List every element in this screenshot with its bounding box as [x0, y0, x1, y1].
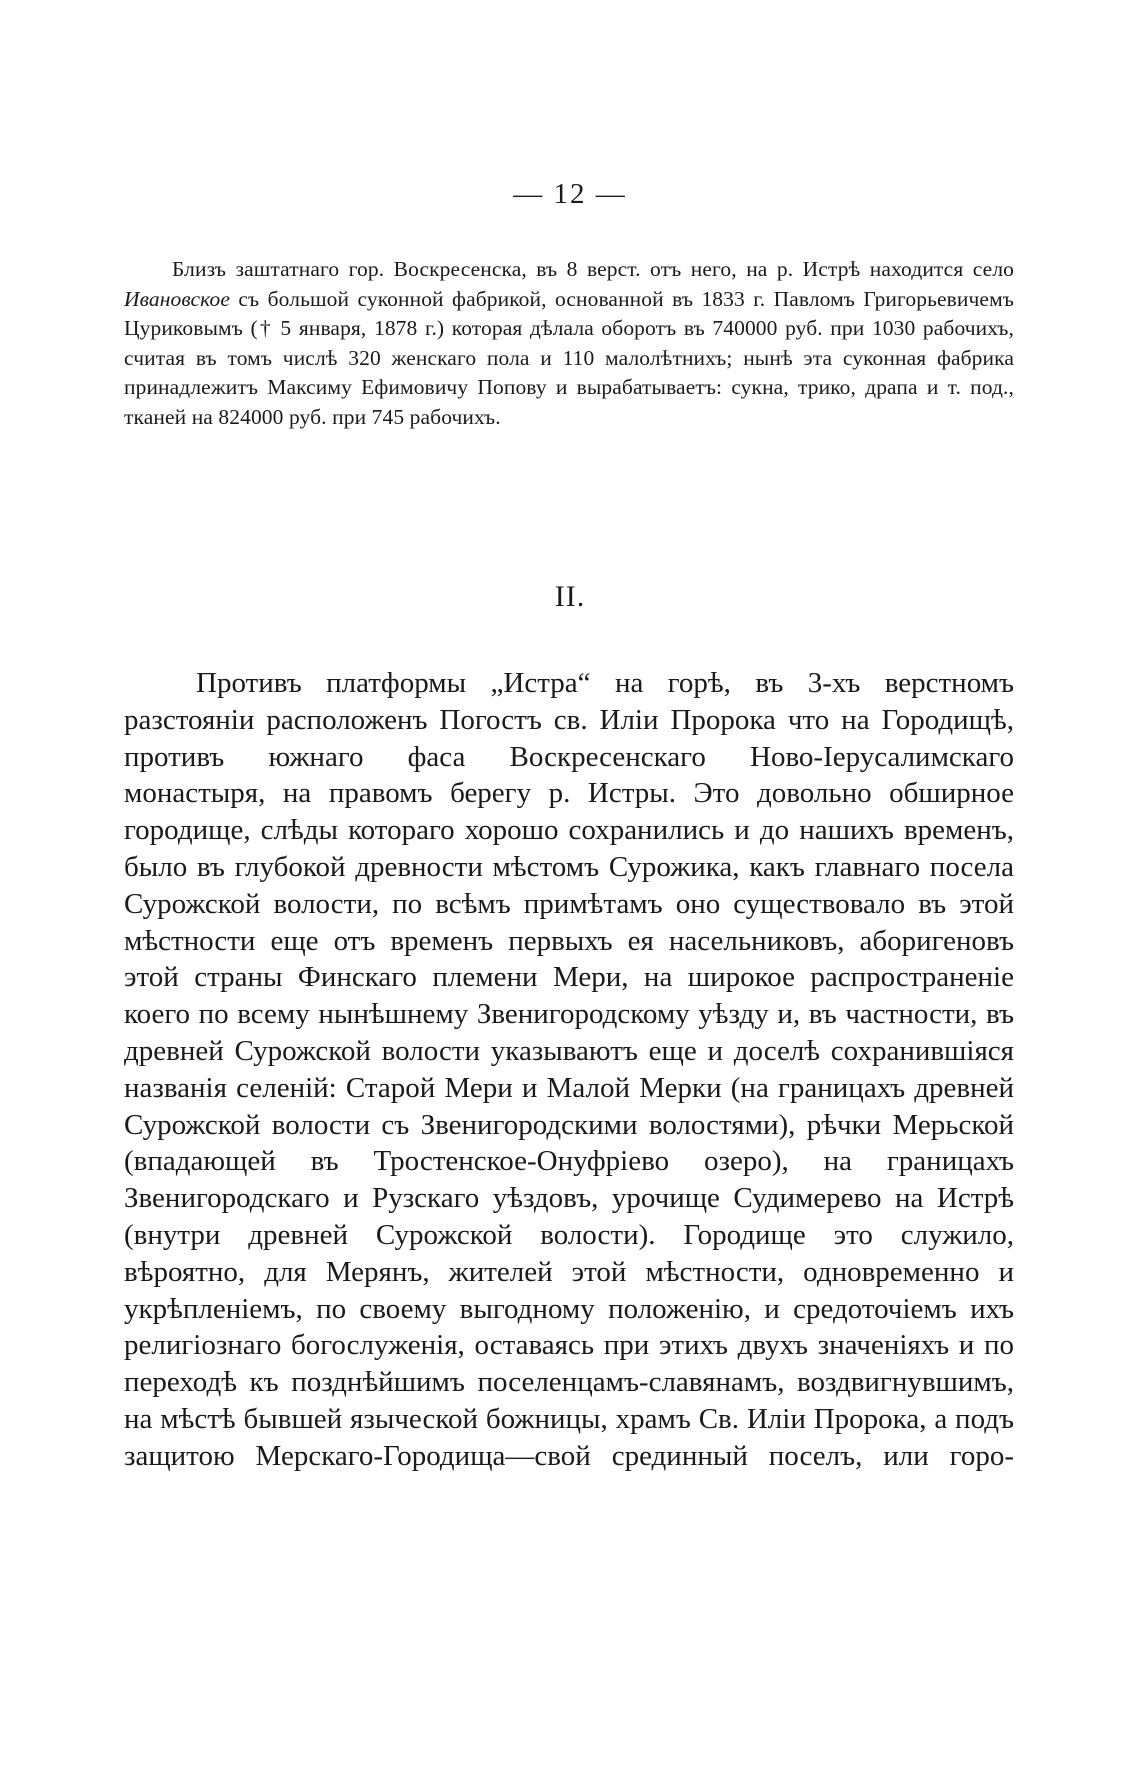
- footnote-paragraph: [124, 255, 1014, 433]
- footnote-village-name: Ивановское: [124, 286, 231, 311]
- section-heading: II.: [554, 580, 586, 613]
- page-number: — 12 —: [513, 178, 627, 210]
- footnote-text-end: съ большой суконной фабрикой, основанной въ 1833 г. Павломъ Григорьевичемъ Цуриковымъ († 5 января, 1878 г.) которая дѣлала оборотъ въ 740000 руб. при 1030 рабочихъ, считая въ томъ числѣ 320 женскаго пола и 110 малолѣтнихъ; нынѣ эта суконная фабрика принадлежитъ Максиму Ефимовичу Попову и вырабатываетъ: сукна, трико, драпа и т. под., тканей на 824000 руб. при 745 рабочихъ.: [124, 286, 1014, 429]
- footnote-text-start: Близъ заштатнаго гор. Воскресенска, въ 8 верст. отъ него, на р. Истрѣ находится село: [172, 257, 1014, 281]
- body-paragraph: Противъ платформы „Истра“ на горѣ, въ 3-хъ верстномъ разстояніи расположенъ Погостъ св. Иліи Пророка что на Городищѣ, противъ южнаго фаса Воскресенскаго Ново-Іерусалимскаго монастыря, на правомъ берегу р. Истры. Это довольно обширное городище, слѣды котораго хорошо сохранились и до нашихъ временъ, было въ глубокой древности мѣстомъ Сурожика, какъ главнаго посела Сурожской волости, по всѣмъ примѣтамъ оно существовало въ этой мѣстности еще отъ временъ первыхъ ея насельниковъ, аборигеновъ этой страны Финскаго племени Мери, на широкое распространеніе коего по всему нынѣшнему Звенигородскому уѣзду и, въ частности, въ древней Сурожской волости указываютъ еще и доселѣ сохранившіяся названія селеній: Старой Мери и Малой Мерки (на границахъ древней Сурожской волости съ Звенигородскими волостями), рѣчки Мерьской (впадающей въ Тростенское-Онуфріево озеро), на границахъ Звенигородскаго и Рузскаго уѣздовъ, урочище Судимерево на Истрѣ (внутри древней Сурожской волости). Городище это служило, вѣроятно, для Мерянъ, жителей этой мѣстности, одновременно и укрѣпленіемъ, по своему выгодному положенію, и средоточіемъ ихъ религіознаго богослуженія, оставаясь при этихъ двухъ значеніяхъ и по переходѣ къ позднѣйшимъ поселенцамъ-славянамъ, воздвигнувшимъ, на мѣстѣ бывшей языческой божницы, храмъ Св. Иліи Пророка, а подъ защитою Мерскаго-Городища—свой срединный поселъ, или горо-: [124, 667, 1014, 1472]
